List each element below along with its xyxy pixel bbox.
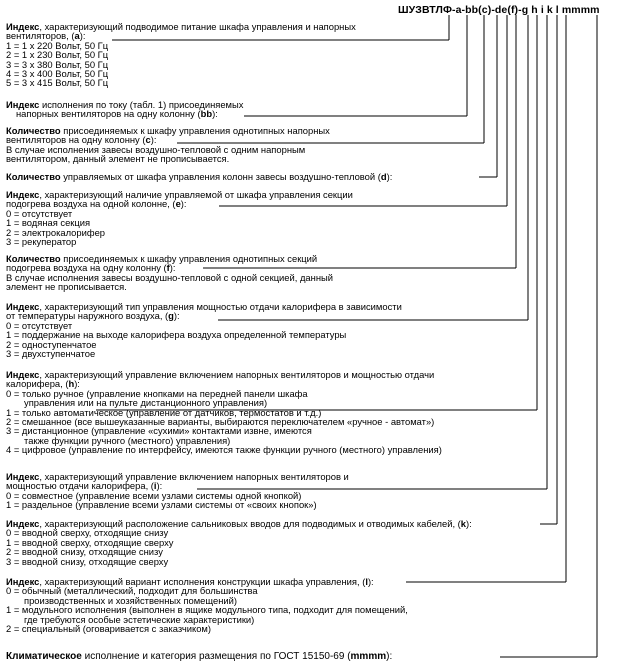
list-item: 1 = раздельное (управление всеми узлами системы от «своих кнопок») (6, 499, 317, 511)
param-i: i (153, 480, 157, 492)
list-item: 0 = совместное (управление всеми узлами системы одной кнопкой) (6, 489, 302, 501)
section-l-title: Индекс (6, 576, 40, 587)
section-g-title: Индекс (6, 301, 40, 312)
list-item: 3 = двухступенчатое (6, 348, 96, 360)
list-item: 1 = водяная секция (6, 217, 91, 229)
section-k: Индекс, характеризующий расположение сальниковых вводов для подводимых и отводимых кабелей, (k): 0 = вводной сверху, отходящие снизу 1 = вводной сверху, отходящие сверху 2 = вводной снизу, отходящие снизу 3 = вводной снизу, отходящие сверху (6, 518, 472, 567)
list-item: 3 = 3 х 380 Вольт, 50 Гц (6, 58, 109, 70)
list-item: управления или на пульте дистанционного управления) (24, 397, 268, 409)
list-item: 3 = рекуператор (6, 236, 77, 248)
list-item: 2 = 1 х 230 Вольт, 50 Гц (6, 49, 109, 61)
list-item: 4 = цифровое (управление по интерфейсу, имеются также функции ручного (местного) управления) (6, 444, 442, 456)
section-h-title: Индекс (6, 369, 40, 380)
list-item: 2 = смешанное (все вышеуказанные варианты, выбираются переключателем «ручное - автомат») (6, 416, 435, 428)
section-mmmm-title: Климатическое (6, 651, 82, 662)
list-item: 5 = 3 х 415 Вольт, 50 Гц (6, 77, 109, 89)
list-item: 2 = одноступенчатое (6, 338, 97, 350)
list-item: 4 = 3 х 400 Вольт, 50 Гц (6, 68, 109, 80)
list-item: также функции ручного (местного) управления) (24, 434, 231, 446)
list-item: 3 = дистанционное (управление «сухими» контактами извне, имеются (6, 425, 312, 437)
list-item: 1 = только автоматическое (управление от датчиков, термостатов и т.д.) (6, 406, 322, 418)
section-c: Количество присоединяемых к шкафу управления однотипных напорных вентиляторов на одну колонну (c): В случае исполнения завесы воздушно-тепловой с одним напорным вентилятором, данный элемент не прописывается. (6, 125, 330, 165)
section-e: Индекс, характеризующий наличие управляемой от шкафа управления секции подогрева воздуха на одной колонне, (e): 0 = отсутствует 1 = водяная секция 2 = электрокалорифер 3 = рекуператор (6, 189, 353, 248)
param-l: l (365, 576, 368, 587)
section-k-title: Индекс (6, 518, 40, 529)
list-item: 2 = специальный (оговаривается с заказчиком) (6, 623, 211, 635)
section-f: Количество присоединяемых к шкафу управления однотипных секций подогрева воздуха на одну колонну (f): В случае исполнения завесы воздушно-тепловой с одной секцией, данный элемент не прописывается. (6, 253, 333, 293)
param-g: g (168, 310, 174, 322)
param-mmmm: mmmm (350, 651, 387, 662)
section-a-title: Индекс (6, 21, 40, 32)
note: вентилятором, данный элемент не прописывается. (6, 153, 230, 165)
section-g: Индекс, характеризующий тип управления мощностью отдачи калорифера в зависимости от температуры наружного воздуха, (g): 0 = отсутствует 1 = поддержание на выходе калорифера воздуха определенной температуры 2 = одноступенчатое 3 = двухступенчатое (6, 301, 402, 360)
param-a: a (74, 30, 80, 42)
section-c-title: Количество (6, 125, 61, 136)
param-f: f (166, 262, 170, 274)
section-i: Индекс, характеризующий управление включением напорных вентиляторов и мощностью отдачи калорифера, (i): 0 = совместное (управление всеми узлами системы одной кнопкой) 1 = раздельное (управление всеми узлами системы от «своих кнопок») (6, 471, 349, 511)
list-item: 2 = вводной снизу, отходящие снизу (6, 546, 163, 558)
section-l: Индекс, характеризующий вариант исполнения конструкции шкафа управления, (l): 0 = обычный (металлический, подходит для большинства производственных и хозяйственных помещений) 1 = модульного исполнения (выполнен в ящике модульного типа, подходит для помещений, где требуются особые эстетические характеристики) 2 = специальный (оговаривается с заказчиком) (6, 576, 408, 635)
section-a: Индекс, характеризующий подводимое питание шкафа управления и напорных вентиляторов, (a): 1 = 1 х 220 Вольт, 50 Гц 2 = 1 х 230 Вольт, 50 Гц 3 = 3 х 380 Вольт, 50 Гц 4 = 3 х 400 Вольт, 50 Гц 5 = 3 х 415 Вольт, 50 Гц (6, 21, 356, 89)
note: В случае исполнения завесы воздушно-тепловой с одной секцией, данный (6, 271, 333, 283)
list-item: 2 = электрокалорифер (6, 226, 105, 238)
param-k: k (460, 518, 467, 529)
section-i-title: Индекс (6, 471, 40, 482)
list-item: 1 = поддержание на выходе калорифера воздуха определенной температуры (6, 329, 347, 341)
section-bb: Индекс исполнения по току (табл. 1) присоединяемых напорных вентиляторов на одну колонну (bb): (6, 99, 244, 120)
param-bb: bb (200, 108, 213, 120)
param-d: d (380, 171, 387, 182)
list-item: 0 = вводной сверху, отходящие снизу (6, 527, 169, 539)
section-f-title: Количество (6, 253, 61, 264)
list-item: 3 = вводной снизу, отходящие сверху (6, 555, 169, 567)
list-item: 1 = модульного исполнения (выполнен в ящике модульного типа, подходит для помещений, (6, 604, 408, 616)
section-mmmm: Климатическое исполнение и категория размещения по ГОСТ 15150-69 (mmmm): (6, 651, 393, 662)
param-e: e (175, 198, 181, 210)
section-d-title: Количество (6, 171, 61, 182)
designation-code: ШУЗВТЛФ-а-bb(c)-de(f)-g h i k l mmmm (398, 4, 600, 16)
section-d: Количество управляемых от шкафа управления колонн завесы воздушно-тепловой (d): (6, 171, 393, 182)
list-item: 1 = вводной сверху, отходящие сверху (6, 536, 174, 548)
note: элемент не прописывается. (6, 281, 127, 293)
list-item: где требуются особые эстетические характеристики) (24, 613, 255, 625)
section-e-title: Индекс (6, 189, 40, 200)
section-h: Индекс, характеризующий управление включением напорных вентиляторов и мощностью отдачи калорифера, (h): 0 = только ручное (управление кнопками на передней панели шкафа управления или на пульте дистанционного управления) 1 = только автоматическое (управление от датчиков, термостатов и т.д.) 2 = смешанное (все вышеуказанные варианты, выбираются переключателем «ручное - автомат») 3 = дистанционное (управление «сухими» контактами извне, имеются также функции ручного (местного) управления) 4 = цифровое (управление по интерфейсу, имеются также функции ручного (местного) управления) (6, 369, 442, 456)
section-bb-title: Индекс (6, 99, 40, 110)
list-item: 1 = 1 х 220 Вольт, 50 Гц (6, 39, 109, 51)
list-item: 0 = отсутствует (6, 207, 73, 219)
list-item: производственных и хозяйственных помещений) (24, 594, 237, 606)
param-c: c (145, 134, 151, 146)
list-item: 0 = отсутствует (6, 319, 73, 331)
list-item: 0 = обычный (металлический, подходит для большинства (6, 585, 258, 597)
param-h: h (68, 378, 75, 390)
note: В случае исполнения завесы воздушно-тепловой с одним напорным (6, 143, 306, 155)
list-item: 0 = только ручное (управление кнопками на передней панели шкафа (6, 387, 308, 399)
